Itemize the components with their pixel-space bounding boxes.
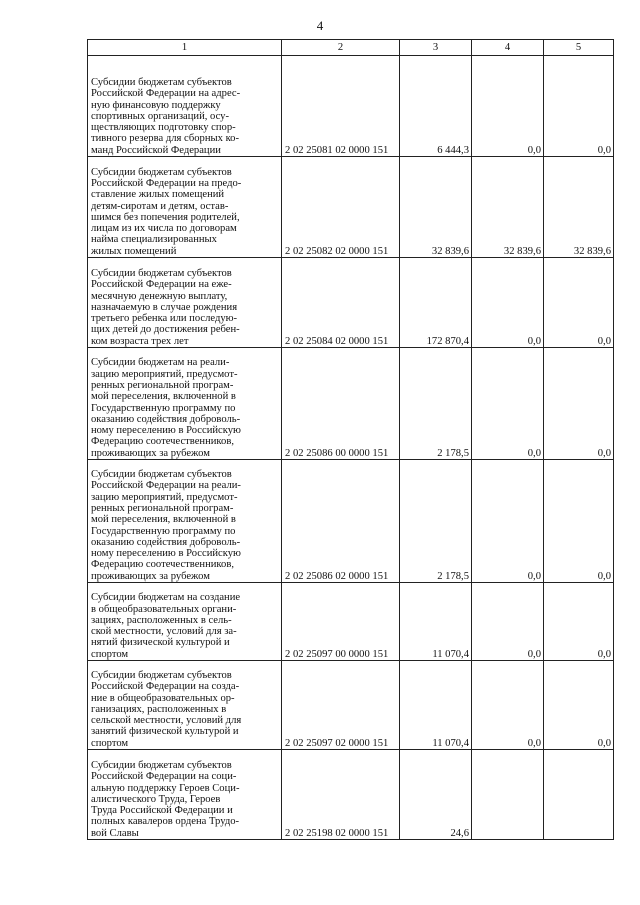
- row-code: 2 02 25081 02 0000 151: [282, 56, 400, 157]
- row-name-line: Федерацию соотечественников,: [91, 559, 234, 571]
- row-name-line: манд Российской Федерации: [91, 144, 221, 156]
- row-value-3: 2 178,5: [400, 460, 472, 583]
- row-name-line: мой переселения, включенной в: [91, 391, 236, 403]
- row-name-line: ществляющих подготовку спор-: [91, 122, 236, 134]
- row-name-line: Российской Федерации на еже-: [91, 279, 232, 291]
- row-name-line: ному переселению в Российскую: [91, 425, 241, 437]
- row-name-line: алистического Труда, Героев: [91, 793, 221, 805]
- row-value-5: 0,0: [544, 661, 614, 750]
- row-name-line: Российской Федерации на реали-: [91, 480, 241, 492]
- column-header-2: 2: [282, 40, 400, 56]
- row-name-line: Субсидии бюджетам субъектов: [91, 469, 232, 481]
- column-header-3: 3: [400, 40, 472, 56]
- row-name: [88, 460, 282, 583]
- row-value-4: 32 839,6: [472, 157, 544, 258]
- row-code: 2 02 25097 02 0000 151: [282, 661, 400, 750]
- row-value-4: 0,0: [472, 258, 544, 348]
- table-row: [88, 661, 614, 750]
- row-name-line: в общеобразовательных органи-: [91, 603, 237, 615]
- row-name-line: зацию мероприятий, предусмот-: [91, 368, 238, 380]
- row-name-line: Федерацию соотечественников,: [91, 436, 234, 448]
- row-name-line: ную финансовую поддержку: [91, 99, 221, 111]
- row-name-line: Субсидии бюджетам субъектов: [91, 76, 232, 88]
- row-name-line: ренных региональной програм-: [91, 379, 234, 391]
- row-name-line: Субсидии бюджетам субъектов: [91, 166, 232, 178]
- table-row: [88, 750, 614, 840]
- row-name: [88, 348, 282, 460]
- row-value-3: 32 839,6: [400, 157, 472, 258]
- row-name-line: зацию мероприятий, предусмот-: [91, 491, 238, 503]
- row-name-line: назначаемую в случае рождения: [91, 301, 238, 313]
- column-header-4: 4: [472, 40, 544, 56]
- row-name-line: оказанию содействия доброволь-: [91, 536, 241, 548]
- page-number: 4: [316, 18, 324, 33]
- row-value-3: 2 178,5: [400, 348, 472, 460]
- row-value-5: [544, 750, 614, 840]
- row-name-line: спортом: [91, 737, 129, 749]
- row-name-line: Субсидии бюджетам субъектов: [91, 669, 232, 681]
- row-name: [88, 258, 282, 348]
- row-name: [88, 56, 282, 157]
- row-name-line: Субсидии бюджетам на реали-: [91, 357, 230, 369]
- row-name-line: Субсидии бюджетам субъектов: [91, 759, 232, 771]
- row-name-line: Российской Федерации на созда-: [91, 681, 240, 693]
- row-name-line: Российской Федерации на предо-: [91, 177, 242, 189]
- row-value-5: 0,0: [544, 583, 614, 661]
- row-name-line: спортивных организаций, осу-: [91, 110, 229, 122]
- row-name-line: оказанию содействия доброволь-: [91, 413, 241, 425]
- row-name-line: проживающих за рубежом: [91, 447, 210, 459]
- row-name: [88, 661, 282, 750]
- budget-table: [87, 39, 614, 840]
- row-name-line: Государственную программу по: [91, 525, 236, 537]
- row-name-line: третьего ребенка или последую-: [91, 313, 238, 325]
- row-name-line: Субсидии бюджетам субъектов: [91, 267, 232, 279]
- row-name: [88, 157, 282, 258]
- row-value-5: 0,0: [544, 348, 614, 460]
- row-name-line: найма специализированных: [91, 234, 217, 246]
- table-row: [88, 56, 614, 157]
- row-value-4: 0,0: [472, 56, 544, 157]
- row-value-4: [472, 750, 544, 840]
- row-code: 2 02 25086 00 0000 151: [282, 348, 400, 460]
- row-value-3: 6 444,3: [400, 56, 472, 157]
- row-value-3: 11 070,4: [400, 583, 472, 661]
- row-name-line: Государственную программу по: [91, 402, 236, 414]
- row-name-line: ставление жилых помещений: [91, 189, 225, 201]
- row-name-line: месячную денежную выплату,: [91, 290, 228, 302]
- table-row: [88, 258, 614, 348]
- row-code: 2 02 25086 02 0000 151: [282, 460, 400, 583]
- row-name-line: проживающих за рубежом: [91, 570, 210, 582]
- row-name-line: Труда Российской Федерации и: [91, 805, 233, 817]
- row-value-5: 0,0: [544, 460, 614, 583]
- row-name-line: полных кавалеров ордена Трудо-: [91, 816, 240, 828]
- row-name-line: детям-сиротам и детям, остав-: [91, 200, 229, 212]
- row-name-line: занятий физической культурой и: [91, 726, 239, 738]
- row-name-line: шимся без попечения родителей,: [91, 211, 240, 223]
- row-value-5: 0,0: [544, 258, 614, 348]
- row-name-line: сельской местности, условий для: [91, 715, 242, 727]
- row-value-5: 32 839,6: [544, 157, 614, 258]
- row-value-4: 0,0: [472, 348, 544, 460]
- column-header-1: 1: [88, 40, 282, 56]
- row-name-line: нятий физической культурой и: [91, 637, 230, 649]
- row-value-3: 172 870,4: [400, 258, 472, 348]
- table-row: [88, 348, 614, 460]
- row-name-line: ганизациях, расположенных в: [91, 703, 227, 715]
- row-name-line: тивного резерва для сборных ко-: [91, 133, 239, 145]
- row-name-line: спортом: [91, 648, 129, 660]
- row-name-line: ние в общеобразовательных ор-: [91, 692, 235, 704]
- row-name-line: альную поддержку Героев Соци-: [91, 782, 240, 794]
- row-name-line: щих детей до достижения ребен-: [91, 324, 240, 336]
- row-name: [88, 750, 282, 840]
- row-code: 2 02 25198 02 0000 151: [282, 750, 400, 840]
- row-value-5: 0,0: [544, 56, 614, 157]
- row-name-line: жилых помещений: [91, 245, 177, 257]
- row-name-line: вой Славы: [91, 827, 139, 839]
- column-header-5: 5: [544, 40, 614, 56]
- row-code: 2 02 25097 00 0000 151: [282, 583, 400, 661]
- header-row: [88, 40, 614, 56]
- row-name-line: лицам из их числа по договорам: [91, 223, 237, 235]
- table-row: [88, 157, 614, 258]
- row-name-line: зациях, расположенных в сель-: [91, 614, 232, 626]
- row-name-line: ному переселению в Российскую: [91, 548, 241, 560]
- row-name-line: ской местности, условий для за-: [91, 626, 237, 638]
- table-row: [88, 460, 614, 583]
- row-code: 2 02 25082 02 0000 151: [282, 157, 400, 258]
- row-name-line: Российской Федерации на соци-: [91, 771, 237, 783]
- table-row: [88, 583, 614, 661]
- row-name-line: Субсидии бюджетам на создание: [91, 592, 241, 604]
- row-value-3: 24,6: [400, 750, 472, 840]
- row-value-4: 0,0: [472, 661, 544, 750]
- row-code: 2 02 25084 02 0000 151: [282, 258, 400, 348]
- row-value-4: 0,0: [472, 460, 544, 583]
- row-name: [88, 583, 282, 661]
- row-value-3: 11 070,4: [400, 661, 472, 750]
- row-name-line: Российской Федерации на адрес-: [91, 88, 241, 100]
- row-name-line: ком возраста трех лет: [91, 335, 189, 347]
- row-name-line: мой переселения, включенной в: [91, 514, 236, 526]
- row-value-4: 0,0: [472, 583, 544, 661]
- row-name-line: ренных региональной програм-: [91, 502, 234, 514]
